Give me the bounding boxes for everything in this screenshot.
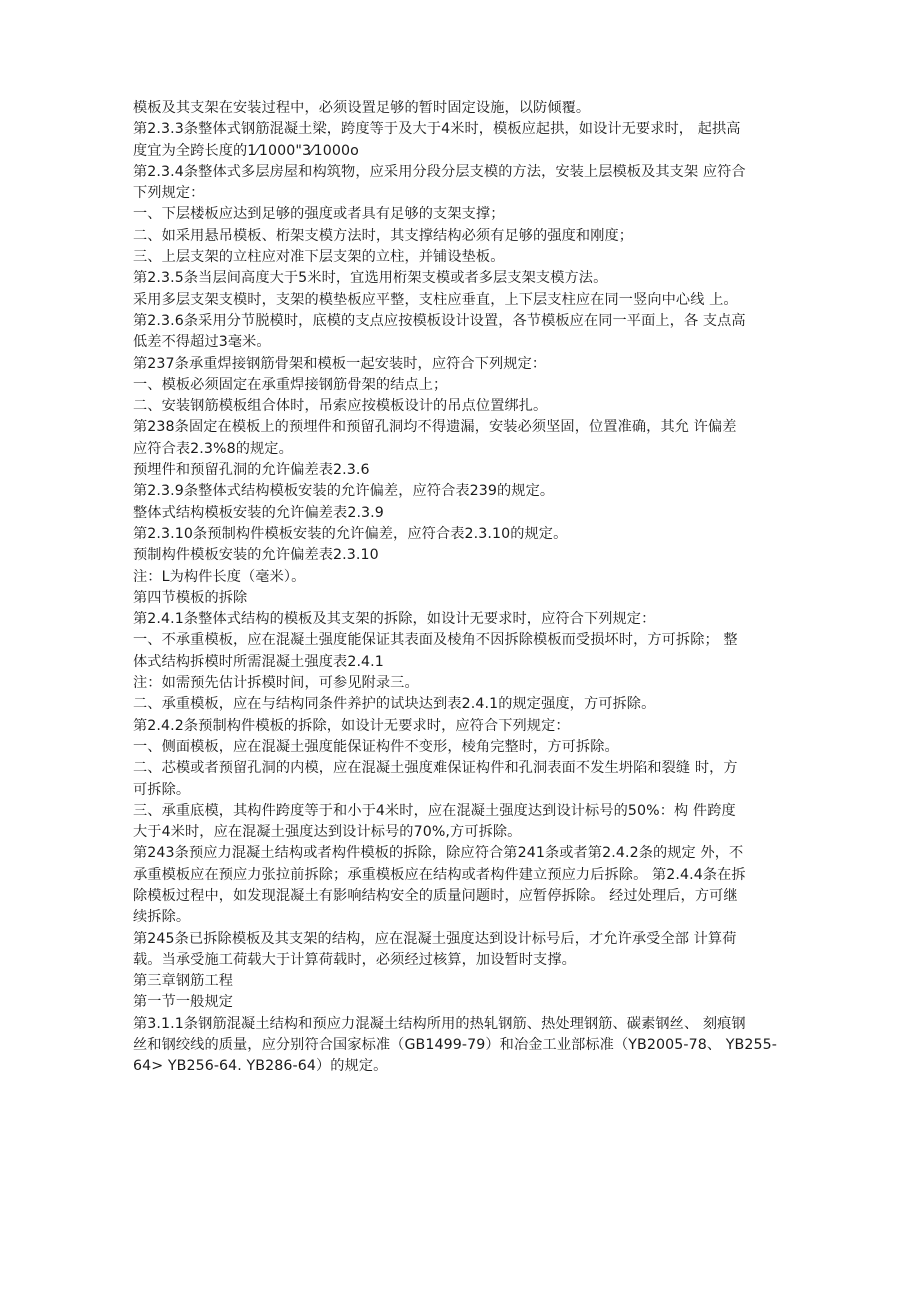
text-line: 第四节模板的拆除	[133, 589, 248, 606]
text-line: 第243条预应力混凝土结构或者构件模板的拆除，除应符合第241条或者第2.4.2条的规定 外，不	[133, 845, 744, 862]
text-line: 预制构件模板安装的允许偏差表2.3.10	[133, 547, 379, 564]
text-line: 第2.4.2条预制构件模板的拆除，如设计无要求时，应符合下列规定：	[133, 717, 570, 734]
text-line: 二、承重模板，应在与结构同条件养护的试块达到表2.4.1的规定强度，方可拆除。	[133, 696, 656, 713]
text-line: 大于4米时，应在混凝土强度达到设计标号的70%,方可拆除。	[133, 824, 522, 841]
text-line: 承重模板应在预应力张拉前拆除；承重模板应在结构或者构件建立预应力后拆除。 第2.4.4条在拆	[133, 866, 746, 883]
text-line: 低差不得超过3毫米。	[133, 334, 271, 351]
text-line: 一、不承重模板，应在混凝土强度能保证其表面及棱角不因拆除模板而受损坏时，方可拆除； 整	[133, 632, 738, 649]
text-line: 第2.3.4条整体式多层房屋和构筑物，应采用分段分层支模的方法，安装上层模板及其支架 应符合	[133, 163, 746, 180]
text-line: 度宜为全跨长度的1⁄1000"3⁄1000o	[133, 142, 359, 159]
text-line: 第一节一般规定	[133, 994, 234, 1011]
text-line: 二、安装钢筋模板组合体时，吊索应按模板设计的吊点位置绑扎。	[133, 398, 548, 415]
text-line: 第2.3.6条采用分节脱模时，底模的支点应按模板设计设置，各节模板应在同一平面上，各 支点高	[133, 312, 746, 329]
text-line: 预埋件和预留孔洞的允许偏差表2.3.6	[133, 462, 370, 479]
text-line: 整体式结构模板安装的允许偏差表2.3.9	[133, 504, 384, 521]
text-line: 注：如需预先估计拆模时间，可参见附录三。	[133, 675, 419, 692]
text-line: 三、承重底模，其构件跨度等于和小于4米时，应在混凝土强度达到设计标号的50%：构 件跨度	[133, 802, 736, 819]
text-line: 第2.3.9条整体式结构模板安装的允许偏差，应符合表239的规定。	[133, 483, 555, 500]
text-line: 除模板过程中，如发现混凝土有影响结构安全的质量问题时，应暂停拆除。 经过处理后，方可继	[133, 887, 738, 904]
text-line: 二、芯模或者预留孔洞的内模，应在混凝土强度难保证构件和孔洞表面不发生坍陷和裂缝 时，方	[133, 760, 738, 777]
text-line: 第2.3.5条当层间高度大于5米时，宜选用桁架支模或者多层支架支模方法。	[133, 270, 608, 287]
text-line: 一、侧面模板，应在混凝土强度能保证构件不变形，棱角完整时，方可拆除。	[133, 738, 619, 755]
text-line: 续拆除。	[133, 909, 191, 926]
text-line: 采用多层支架支模时，支架的模垫板应平整，支柱应垂直，上下层支柱应在同一竖向中心线 上。	[133, 291, 738, 308]
text-line: 体式结构拆模时所需混凝土强度表2.4.1	[133, 653, 384, 670]
text-line: 第237条承重焊接钢筋骨架和模板一起安装时，应符合下列规定：	[133, 355, 547, 372]
text-line: 一、模板必须固定在承重焊接钢筋骨架的结点上；	[133, 376, 448, 393]
text-line: 注：L为构件长度（毫米）。	[133, 568, 306, 585]
text-line: 二、如采用悬吊模板、桁架支模方法时，其支撑结构必须有足够的强度和刚度；	[133, 227, 634, 244]
text-line: 下列规定：	[133, 185, 205, 202]
text-line: 64> YB256-64. YB286-64）的规定。	[133, 1058, 388, 1075]
text-line: 载。当承受施工荷载大于计算荷载时，必须经过核算，加设暂时支撑。	[133, 951, 576, 968]
text-line: 第三章钢筋工程	[133, 973, 234, 990]
text-line: 第238条固定在模板上的预埋件和预留孔洞均不得遗漏，安装必须坚固，位置准确，其允 许偏差	[133, 419, 737, 436]
text-line: 可拆除。	[133, 781, 191, 798]
text-line: 模板及其支架在安装过程中，必须设置足够的暂时固定设施，以防倾覆。	[133, 100, 591, 116]
text-line: 丝和钢绞线的质量，应分别符合国家标准（GB1499-79）和冶金工业部标准（YB2005-78、 YB255-	[133, 1037, 777, 1054]
text-line: 第2.3.10条预制构件模板安装的允许偏差，应符合表2.3.10的规定。	[133, 525, 568, 542]
text-line: 一、下层楼板应达到足够的强度或者具有足够的支架支撑；	[133, 206, 505, 223]
text-line: 应符合表2.3%8的规定。	[133, 440, 293, 457]
text-line: 第2.3.3条整体式钢筋混凝土梁，跨度等于及大于4米时，模板应起拱，如设计无要求时， 起拱高	[133, 121, 741, 138]
text-line: 三、上层支架的立柱应对准下层支架的立柱，并铺设垫板。	[133, 249, 505, 266]
text-line: 第3.1.1条钢筋混凝土结构和预应力混凝土结构所用的热轧钢筋、热处理钢筋、碳素钢丝、 刻痕钢	[133, 1015, 746, 1032]
text-line: 第245条已拆除模板及其支架的结构，应在混凝土强度达到设计标号后，才允许承受全部 计算荷	[133, 930, 737, 947]
text-line: 第2.4.1条整体式结构的模板及其支架的拆除，如设计无要求时，应符合下列规定：	[133, 611, 656, 628]
document-page	[133, 98, 795, 1078]
